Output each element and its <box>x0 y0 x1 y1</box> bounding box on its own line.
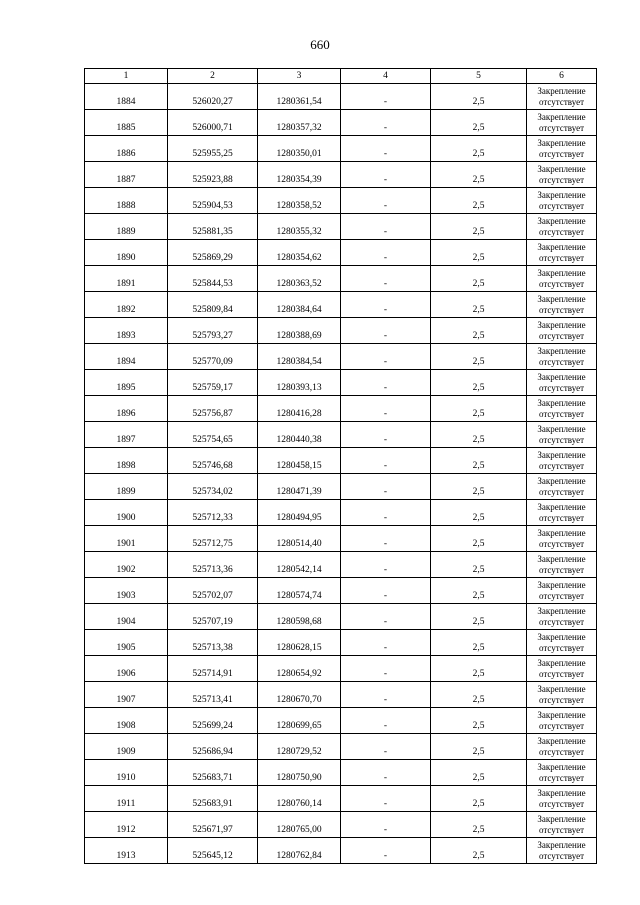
point-number-cell: 1893 <box>85 318 168 344</box>
table-row <box>85 370 597 396</box>
fixation-note-line-2: отсутствует <box>538 252 585 263</box>
fixation-note-line-1: Закрепление <box>537 423 586 434</box>
fixation-note-line-1: Закрепление <box>537 241 586 252</box>
point-number-cell: 1890 <box>85 240 168 266</box>
fixation-note-line-1: Закрепление <box>537 501 586 512</box>
fixation-note-cell <box>527 214 597 240</box>
fixation-note-cell <box>527 760 597 786</box>
column-4-cell: - <box>341 344 431 370</box>
column-5-cell: 2,5 <box>431 84 527 110</box>
point-number-cell: 1912 <box>85 812 168 838</box>
column-5-cell: 2,5 <box>431 292 527 318</box>
column-4-cell: - <box>341 604 431 630</box>
point-number-cell: 1903 <box>85 578 168 604</box>
column-4-cell: - <box>341 474 431 500</box>
table-row <box>85 734 597 760</box>
header-col-4: 4 <box>341 69 431 84</box>
fixation-note-line-2: отсутствует <box>538 122 585 133</box>
fixation-note-cell <box>527 292 597 318</box>
x-coordinate-cell: 525671,97 <box>168 812 258 838</box>
table-row <box>85 526 597 552</box>
table-row <box>85 838 597 864</box>
table-row <box>85 422 597 448</box>
y-coordinate-cell: 1280440,38 <box>258 422 341 448</box>
x-coordinate-cell: 525754,65 <box>168 422 258 448</box>
fixation-note-cell <box>527 500 597 526</box>
fixation-note-line-1: Закрепление <box>537 137 586 148</box>
x-coordinate-cell: 525756,87 <box>168 396 258 422</box>
fixation-note-line-2: отсутствует <box>538 200 585 211</box>
column-4-cell: - <box>341 734 431 760</box>
column-4-cell: - <box>341 318 431 344</box>
column-4-cell: - <box>341 110 431 136</box>
point-number-cell: 1913 <box>85 838 168 864</box>
point-number-cell: 1908 <box>85 708 168 734</box>
fixation-note-cell <box>527 422 597 448</box>
table-body <box>85 84 597 864</box>
x-coordinate-cell: 525683,91 <box>168 786 258 812</box>
y-coordinate-cell: 1280598,68 <box>258 604 341 630</box>
fixation-note-line-2: отсутствует <box>538 720 585 731</box>
point-number-cell: 1895 <box>85 370 168 396</box>
fixation-note-cell <box>527 240 597 266</box>
fixation-note-line-2: отсутствует <box>538 824 585 835</box>
fixation-note-cell <box>527 682 597 708</box>
column-4-cell: - <box>341 162 431 188</box>
fixation-note-cell <box>527 812 597 838</box>
column-4-cell: - <box>341 812 431 838</box>
column-4-cell: - <box>341 838 431 864</box>
y-coordinate-cell: 1280760,14 <box>258 786 341 812</box>
y-coordinate-cell: 1280762,84 <box>258 838 341 864</box>
table-row <box>85 656 597 682</box>
fixation-note-line-2: отсутствует <box>538 642 585 653</box>
point-number-cell: 1889 <box>85 214 168 240</box>
table-row <box>85 812 597 838</box>
table-row <box>85 136 597 162</box>
fixation-note-cell <box>527 630 597 656</box>
fixation-note-line-1: Закрепление <box>537 813 586 824</box>
x-coordinate-cell: 526020,27 <box>168 84 258 110</box>
y-coordinate-cell: 1280514,40 <box>258 526 341 552</box>
coordinates-table <box>84 68 597 864</box>
x-coordinate-cell: 525707,19 <box>168 604 258 630</box>
y-coordinate-cell: 1280357,32 <box>258 110 341 136</box>
x-coordinate-cell: 525686,94 <box>168 734 258 760</box>
y-coordinate-cell: 1280358,52 <box>258 188 341 214</box>
point-number-cell: 1907 <box>85 682 168 708</box>
table-row <box>85 84 597 110</box>
fixation-note-cell <box>527 656 597 682</box>
y-coordinate-cell: 1280729,52 <box>258 734 341 760</box>
column-4-cell: - <box>341 448 431 474</box>
fixation-note-line-1: Закрепление <box>537 371 586 382</box>
column-5-cell: 2,5 <box>431 344 527 370</box>
x-coordinate-cell: 525844,53 <box>168 266 258 292</box>
fixation-note-line-2: отсутствует <box>538 746 585 757</box>
table-row <box>85 604 597 630</box>
column-4-cell: - <box>341 552 431 578</box>
fixation-note-line-1: Закрепление <box>537 293 586 304</box>
table-row <box>85 344 597 370</box>
point-number-cell: 1885 <box>85 110 168 136</box>
x-coordinate-cell: 525759,17 <box>168 370 258 396</box>
column-4-cell: - <box>341 786 431 812</box>
table-row <box>85 266 597 292</box>
fixation-note-line-1: Закрепление <box>537 475 586 486</box>
fixation-note-cell <box>527 786 597 812</box>
y-coordinate-cell: 1280384,54 <box>258 344 341 370</box>
fixation-note-line-2: отсутствует <box>538 330 585 341</box>
table-row <box>85 552 597 578</box>
column-4-cell: - <box>341 500 431 526</box>
column-5-cell: 2,5 <box>431 448 527 474</box>
column-5-cell: 2,5 <box>431 812 527 838</box>
column-4-cell: - <box>341 214 431 240</box>
y-coordinate-cell: 1280350,01 <box>258 136 341 162</box>
fixation-note-cell <box>527 136 597 162</box>
x-coordinate-cell: 525955,25 <box>168 136 258 162</box>
header-row <box>85 69 597 84</box>
column-5-cell: 2,5 <box>431 578 527 604</box>
fixation-note-line-2: отсутствует <box>538 486 585 497</box>
point-number-cell: 1897 <box>85 422 168 448</box>
fixation-note-line-2: отсутствует <box>538 668 585 679</box>
x-coordinate-cell: 525645,12 <box>168 838 258 864</box>
fixation-note-line-2: отсутствует <box>538 772 585 783</box>
point-number-cell: 1884 <box>85 84 168 110</box>
fixation-note-line-1: Закрепление <box>537 319 586 330</box>
fixation-note-cell <box>527 578 597 604</box>
table-row <box>85 474 597 500</box>
x-coordinate-cell: 525793,27 <box>168 318 258 344</box>
x-coordinate-cell: 525746,68 <box>168 448 258 474</box>
fixation-note-line-1: Закрепление <box>537 605 586 616</box>
x-coordinate-cell: 525904,53 <box>168 188 258 214</box>
x-coordinate-cell: 525714,91 <box>168 656 258 682</box>
y-coordinate-cell: 1280494,95 <box>258 500 341 526</box>
fixation-note-cell <box>527 474 597 500</box>
fixation-note-line-2: отсутствует <box>538 460 585 471</box>
y-coordinate-cell: 1280750,90 <box>258 760 341 786</box>
column-5-cell: 2,5 <box>431 474 527 500</box>
column-4-cell: - <box>341 136 431 162</box>
table-row <box>85 162 597 188</box>
fixation-note-cell <box>527 552 597 578</box>
y-coordinate-cell: 1280388,69 <box>258 318 341 344</box>
fixation-note-line-2: отсутствует <box>538 434 585 445</box>
fixation-note-cell <box>527 396 597 422</box>
y-coordinate-cell: 1280471,39 <box>258 474 341 500</box>
y-coordinate-cell: 1280654,92 <box>258 656 341 682</box>
fixation-note-line-1: Закрепление <box>537 553 586 564</box>
x-coordinate-cell: 525702,07 <box>168 578 258 604</box>
column-4-cell: - <box>341 240 431 266</box>
point-number-cell: 1902 <box>85 552 168 578</box>
point-number-cell: 1909 <box>85 734 168 760</box>
fixation-note-line-2: отсутствует <box>538 616 585 627</box>
column-4-cell: - <box>341 292 431 318</box>
point-number-cell: 1886 <box>85 136 168 162</box>
fixation-note-line-1: Закрепление <box>537 579 586 590</box>
fixation-note-line-1: Закрепление <box>537 163 586 174</box>
x-coordinate-cell: 525713,41 <box>168 682 258 708</box>
column-4-cell: - <box>341 396 431 422</box>
fixation-note-line-2: отсутствует <box>538 174 585 185</box>
x-coordinate-cell: 525881,35 <box>168 214 258 240</box>
y-coordinate-cell: 1280361,54 <box>258 84 341 110</box>
fixation-note-line-2: отсутствует <box>538 96 585 107</box>
x-coordinate-cell: 525770,09 <box>168 344 258 370</box>
x-coordinate-cell: 525713,38 <box>168 630 258 656</box>
fixation-note-line-2: отсутствует <box>538 226 585 237</box>
y-coordinate-cell: 1280765,00 <box>258 812 341 838</box>
table-row <box>85 786 597 812</box>
column-5-cell: 2,5 <box>431 318 527 344</box>
point-number-cell: 1910 <box>85 760 168 786</box>
fixation-note-line-2: отсутствует <box>538 304 585 315</box>
column-4-cell: - <box>341 656 431 682</box>
fixation-note-cell <box>527 838 597 864</box>
column-4-cell: - <box>341 84 431 110</box>
y-coordinate-cell: 1280574,74 <box>258 578 341 604</box>
fixation-note-line-1: Закрепление <box>537 683 586 694</box>
table-row <box>85 630 597 656</box>
table-row <box>85 214 597 240</box>
fixation-note-line-1: Закрепление <box>537 631 586 642</box>
fixation-note-line-1: Закрепление <box>537 709 586 720</box>
fixation-note-line-2: отсутствует <box>538 564 585 575</box>
column-5-cell: 2,5 <box>431 604 527 630</box>
fixation-note-line-2: отсутствует <box>538 382 585 393</box>
column-5-cell: 2,5 <box>431 656 527 682</box>
point-number-cell: 1898 <box>85 448 168 474</box>
column-4-cell: - <box>341 422 431 448</box>
fixation-note-line-2: отсутствует <box>538 850 585 861</box>
y-coordinate-cell: 1280699,65 <box>258 708 341 734</box>
header-col-3: 3 <box>258 69 341 84</box>
point-number-cell: 1900 <box>85 500 168 526</box>
x-coordinate-cell: 525712,75 <box>168 526 258 552</box>
fixation-note-line-1: Закрепление <box>537 735 586 746</box>
column-5-cell: 2,5 <box>431 396 527 422</box>
column-5-cell: 2,5 <box>431 370 527 396</box>
column-4-cell: - <box>341 760 431 786</box>
fixation-note-line-1: Закрепление <box>537 761 586 772</box>
table-row <box>85 396 597 422</box>
column-5-cell: 2,5 <box>431 682 527 708</box>
column-5-cell: 2,5 <box>431 500 527 526</box>
y-coordinate-cell: 1280458,15 <box>258 448 341 474</box>
x-coordinate-cell: 525923,88 <box>168 162 258 188</box>
column-5-cell: 2,5 <box>431 266 527 292</box>
table-row <box>85 448 597 474</box>
fixation-note-line-2: отсутствует <box>538 408 585 419</box>
fixation-note-cell <box>527 708 597 734</box>
column-4-cell: - <box>341 682 431 708</box>
fixation-note-cell <box>527 604 597 630</box>
fixation-note-cell <box>527 84 597 110</box>
column-5-cell: 2,5 <box>431 552 527 578</box>
fixation-note-cell <box>527 448 597 474</box>
fixation-note-line-1: Закрепление <box>537 839 586 850</box>
fixation-note-cell <box>527 266 597 292</box>
fixation-note-line-1: Закрепление <box>537 267 586 278</box>
y-coordinate-cell: 1280384,64 <box>258 292 341 318</box>
table-row <box>85 578 597 604</box>
fixation-note-cell <box>527 344 597 370</box>
header-col-2: 2 <box>168 69 258 84</box>
column-4-cell: - <box>341 708 431 734</box>
fixation-note-line-1: Закрепление <box>537 189 586 200</box>
column-5-cell: 2,5 <box>431 786 527 812</box>
column-5-cell: 2,5 <box>431 708 527 734</box>
x-coordinate-cell: 525683,71 <box>168 760 258 786</box>
column-4-cell: - <box>341 266 431 292</box>
table-row <box>85 188 597 214</box>
fixation-note-cell <box>527 526 597 552</box>
column-5-cell: 2,5 <box>431 136 527 162</box>
fixation-note-line-1: Закрепление <box>537 85 586 96</box>
fixation-note-line-2: отсутствует <box>538 798 585 809</box>
table-row <box>85 760 597 786</box>
column-4-cell: - <box>341 370 431 396</box>
table-row <box>85 708 597 734</box>
fixation-note-line-2: отсутствует <box>538 538 585 549</box>
fixation-note-line-1: Закрепление <box>537 449 586 460</box>
fixation-note-cell <box>527 318 597 344</box>
x-coordinate-cell: 525699,24 <box>168 708 258 734</box>
fixation-note-line-1: Закрепление <box>537 215 586 226</box>
point-number-cell: 1904 <box>85 604 168 630</box>
point-number-cell: 1896 <box>85 396 168 422</box>
column-4-cell: - <box>341 526 431 552</box>
fixation-note-cell <box>527 188 597 214</box>
page-number: 660 <box>310 37 330 52</box>
fixation-note-cell <box>527 734 597 760</box>
y-coordinate-cell: 1280363,52 <box>258 266 341 292</box>
column-5-cell: 2,5 <box>431 760 527 786</box>
y-coordinate-cell: 1280542,14 <box>258 552 341 578</box>
y-coordinate-cell: 1280628,15 <box>258 630 341 656</box>
fixation-note-line-2: отсутствует <box>538 512 585 523</box>
fixation-note-line-1: Закрепление <box>537 527 586 538</box>
x-coordinate-cell: 525809,84 <box>168 292 258 318</box>
fixation-note-line-1: Закрепление <box>537 397 586 408</box>
fixation-note-line-2: отсутствует <box>538 356 585 367</box>
y-coordinate-cell: 1280416,28 <box>258 396 341 422</box>
header-col-5: 5 <box>431 69 527 84</box>
fixation-note-cell <box>527 162 597 188</box>
x-coordinate-cell: 525713,36 <box>168 552 258 578</box>
point-number-cell: 1901 <box>85 526 168 552</box>
column-5-cell: 2,5 <box>431 630 527 656</box>
x-coordinate-cell: 525869,29 <box>168 240 258 266</box>
fixation-note-line-2: отсутствует <box>538 694 585 705</box>
table-header <box>85 69 597 84</box>
column-5-cell: 2,5 <box>431 526 527 552</box>
point-number-cell: 1899 <box>85 474 168 500</box>
fixation-note-cell <box>527 110 597 136</box>
header-col-1: 1 <box>85 69 168 84</box>
y-coordinate-cell: 1280354,39 <box>258 162 341 188</box>
table-row <box>85 318 597 344</box>
fixation-note-line-1: Закрепление <box>537 111 586 122</box>
column-5-cell: 2,5 <box>431 188 527 214</box>
fixation-note-line-2: отсутствует <box>538 278 585 289</box>
y-coordinate-cell: 1280354,62 <box>258 240 341 266</box>
column-5-cell: 2,5 <box>431 110 527 136</box>
x-coordinate-cell: 525734,02 <box>168 474 258 500</box>
table-row <box>85 292 597 318</box>
x-coordinate-cell: 525712,33 <box>168 500 258 526</box>
fixation-note-line-2: отсутствует <box>538 590 585 601</box>
column-5-cell: 2,5 <box>431 214 527 240</box>
fixation-note-line-2: отсутствует <box>538 148 585 159</box>
point-number-cell: 1887 <box>85 162 168 188</box>
fixation-note-line-1: Закрепление <box>537 657 586 668</box>
table-row <box>85 240 597 266</box>
column-4-cell: - <box>341 630 431 656</box>
fixation-note-line-1: Закрепление <box>537 345 586 356</box>
point-number-cell: 1894 <box>85 344 168 370</box>
column-5-cell: 2,5 <box>431 162 527 188</box>
x-coordinate-cell: 526000,71 <box>168 110 258 136</box>
point-number-cell: 1888 <box>85 188 168 214</box>
column-4-cell: - <box>341 578 431 604</box>
point-number-cell: 1891 <box>85 266 168 292</box>
column-5-cell: 2,5 <box>431 838 527 864</box>
column-5-cell: 2,5 <box>431 422 527 448</box>
table-row <box>85 110 597 136</box>
point-number-cell: 1892 <box>85 292 168 318</box>
y-coordinate-cell: 1280355,32 <box>258 214 341 240</box>
point-number-cell: 1905 <box>85 630 168 656</box>
table-row <box>85 500 597 526</box>
fixation-note-line-1: Закрепление <box>537 787 586 798</box>
column-4-cell: - <box>341 188 431 214</box>
column-5-cell: 2,5 <box>431 734 527 760</box>
point-number-cell: 1906 <box>85 656 168 682</box>
y-coordinate-cell: 1280393,13 <box>258 370 341 396</box>
fixation-note-cell <box>527 370 597 396</box>
column-5-cell: 2,5 <box>431 240 527 266</box>
point-number-cell: 1911 <box>85 786 168 812</box>
table-row <box>85 682 597 708</box>
header-col-6: 6 <box>527 69 597 84</box>
y-coordinate-cell: 1280670,70 <box>258 682 341 708</box>
